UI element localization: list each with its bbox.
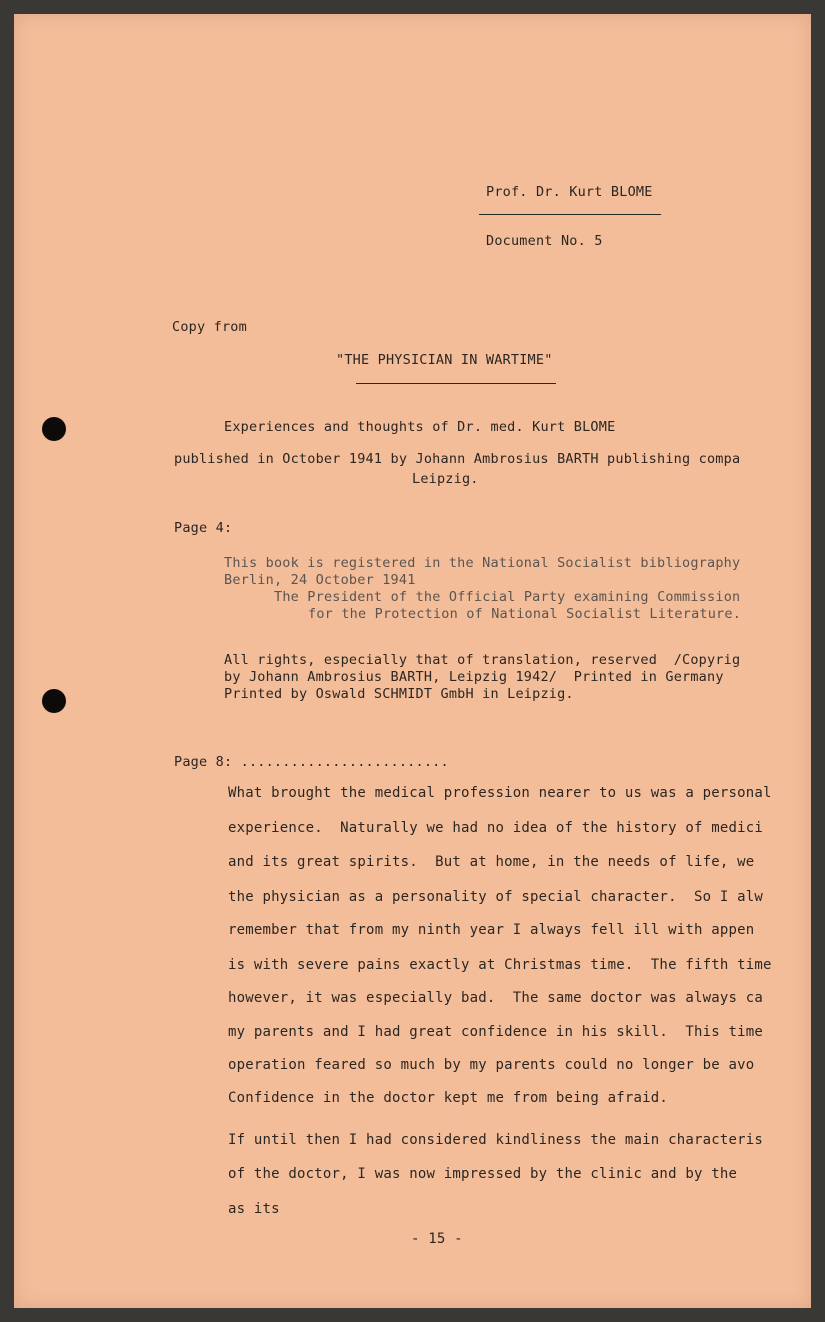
text-line: and its great spirits. But at home, in the needs of life, we	[228, 854, 755, 870]
text-line: is with severe pains exactly at Christmas time. The fifth time	[228, 957, 772, 973]
text-line: my parents and I had great confidence in his skill. This time	[228, 1024, 763, 1040]
header-underline	[479, 214, 661, 215]
rights-line: All rights, especially that of translation, reserved /Copyrig	[224, 652, 741, 668]
registration-line: for the Protection of National Socialist Literature.	[308, 606, 742, 622]
text-line: What brought the medical profession nearer to us was a personal	[228, 785, 772, 801]
copy-from-label: Copy from	[172, 319, 247, 335]
rights-line: by Johann Ambrosius BARTH, Leipzig 1942/ Printed in Germany	[224, 669, 724, 685]
page-8-label: Page 8: .........................	[174, 754, 449, 770]
book-subtitle: Experiences and thoughts of Dr. med. Kurt BLOME	[224, 419, 616, 435]
title-underline	[356, 383, 556, 384]
text-line: experience. Naturally we had no idea of the history of medici	[228, 820, 763, 836]
document-number: Document No. 5	[486, 233, 603, 249]
text-line: remember that from my ninth year I always fell ill with appen	[228, 922, 755, 938]
publication-line-2: Leipzig.	[412, 471, 479, 487]
page-number: - 15 -	[411, 1231, 463, 1247]
text-line: the physician as a personality of special character. So I alw	[228, 889, 763, 905]
text-line: as its	[228, 1201, 280, 1217]
text-line: operation feared so much by my parents could no longer be avo	[228, 1057, 755, 1073]
document-page	[14, 14, 811, 1308]
registration-line: Berlin, 24 October 1941	[224, 572, 416, 588]
punch-hole-top	[42, 417, 66, 441]
page-4-label: Page 4:	[174, 520, 233, 536]
book-title: "THE PHYSICIAN IN WARTIME"	[336, 352, 553, 368]
text-line: of the doctor, I was now impressed by the clinic and by the	[228, 1166, 738, 1182]
author-line: Prof. Dr. Kurt BLOME	[486, 184, 653, 200]
punch-hole-bottom	[42, 689, 66, 713]
registration-line: The President of the Official Party examining Commission	[274, 589, 741, 605]
text-line: however, it was especially bad. The same doctor was always ca	[228, 990, 763, 1006]
text-line: If until then I had considered kindliness the main characteris	[228, 1132, 763, 1148]
rights-line: Printed by Oswald SCHMIDT GmbH in Leipzig.	[224, 686, 574, 702]
publication-line-1: published in October 1941 by Johann Ambrosius BARTH publishing compa	[174, 451, 741, 467]
registration-line: This book is registered in the National Socialist bibliography	[224, 555, 741, 571]
text-line: Confidence in the doctor kept me from being afraid.	[228, 1090, 669, 1106]
